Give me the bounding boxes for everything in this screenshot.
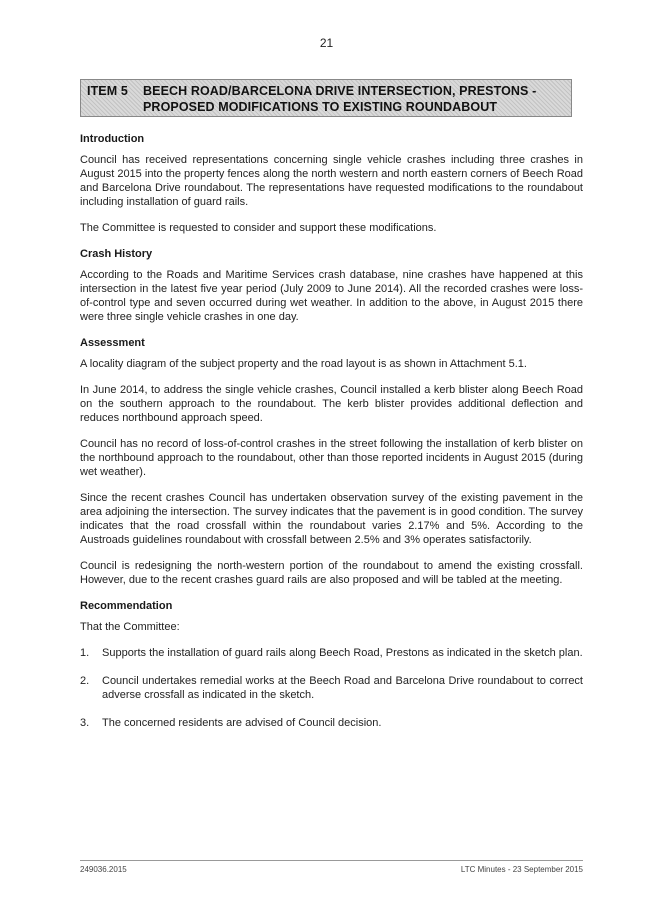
- item-title-box: [80, 79, 572, 117]
- introduction-heading: Introduction: [80, 133, 145, 145]
- recommendation-list: [80, 646, 583, 730]
- recommendation-intro: That the Committee:: [80, 621, 180, 633]
- document-body: [80, 126, 583, 744]
- crash-history-heading: Crash History: [80, 248, 153, 260]
- recommendation-item-number: 2.: [80, 675, 90, 687]
- item-title-line-2: [87, 100, 497, 114]
- item-label: ITEM 5: [87, 84, 128, 98]
- assessment-paragraph-1: A locality diagram of the subject property and the road layout is as shown in Attachment 5.1.: [80, 358, 527, 370]
- recommendation-item-text: The concerned residents are advised of Council decision.: [102, 717, 382, 729]
- recommendation-item: [80, 646, 583, 660]
- recommendation-heading: Recommendation: [80, 600, 173, 612]
- recommendation-item-number: 1.: [80, 647, 90, 659]
- footer-document-number: 249036.2015: [80, 865, 127, 874]
- introduction-paragraph-1: Council has received representations concerning single vehicle crashes including three crashes in August 2015 into the property fences along the north western and north eastern corners of Beech Road and Barcelona Drive roundabout. The representations have requested modifications to the roundabout including installation of guard rails.: [80, 154, 583, 208]
- item-title-text-2: PROPOSED MODIFICATIONS TO EXISTING ROUNDABOUT: [143, 100, 498, 114]
- footer-meeting-reference: LTC Minutes - 23 September 2015: [460, 865, 583, 874]
- item-title-line-1: [87, 84, 536, 98]
- page-number: 21: [319, 36, 334, 50]
- recommendation-item: [80, 674, 583, 702]
- assessment-paragraph-3: Council has no record of loss-of-control crashes in the street following the installation of kerb blister on the northbound approach to the roundabout, other than those reported incidents in August 2015 (during wet weather).: [80, 438, 583, 478]
- introduction-paragraph-2: The Committee is requested to consider and support these modifications.: [80, 222, 437, 234]
- assessment-paragraph-5: Council is redesigning the north-western portion of the roundabout to amend the existing crossfall. However, due to the recent crashes guard rails are also proposed and will be tabled at the meeting.: [80, 560, 583, 586]
- item-title-text-1: BEECH ROAD/BARCELONA DRIVE INTERSECTION, PRESTONS -: [143, 84, 537, 98]
- assessment-paragraph-2: In June 2014, to address the single vehicle crashes, Council installed a kerb blister along Beech Road on the southern approach to the roundabout. The kerb blister provides additional deflection and reduces northbound approach speed.: [80, 384, 583, 424]
- assessment-heading: Assessment: [80, 337, 145, 349]
- recommendation-item-text: Supports the installation of guard rails along Beech Road, Prestons as indicated in the sketch plan.: [102, 647, 583, 659]
- footer-divider: [80, 860, 583, 861]
- recommendation-item-text: Council undertakes remedial works at the Beech Road and Barcelona Drive roundabout to correct adverse crossfall as indicated in the sketch.: [102, 675, 583, 701]
- assessment-paragraph-4: Since the recent crashes Council has undertaken observation survey of the existing pavement in the area adjoining the intersection. The survey indicates that the pavement is in good condition. The survey indicates that the road crossfall within the roundabout varies 2.17% and 5%. According to the Austroads guidelines roundabout with crossfall between 2.5% and 3% operates satisfactorily.: [80, 492, 583, 546]
- recommendation-item: [80, 716, 583, 730]
- crash-history-paragraph-1: According to the Roads and Maritime Services crash database, nine crashes have happened at this intersection in the latest five year period (July 2009 to June 2014). All the recorded crashes were loss-of-control type and seven occurred during wet weather. In addition to the above, in August 2015 there were three single vehicle crashes in one day.: [80, 269, 583, 323]
- recommendation-item-number: 3.: [80, 717, 90, 729]
